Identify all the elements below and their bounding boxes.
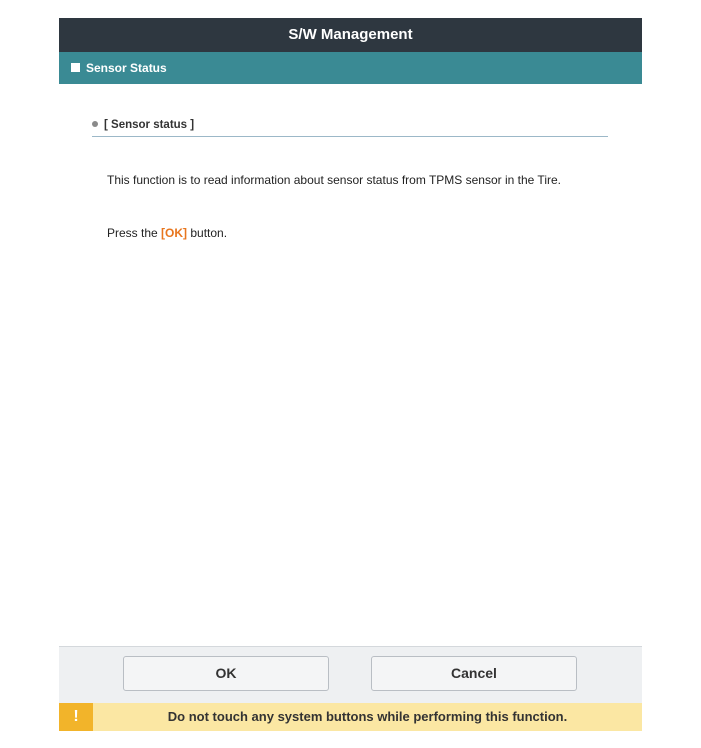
exclamation-icon: ! xyxy=(59,703,93,731)
subheading xyxy=(92,116,608,137)
warning-banner xyxy=(59,703,642,731)
instruction-prefix: Press the xyxy=(107,226,162,240)
section-header xyxy=(59,52,642,84)
square-bullet-icon xyxy=(71,63,80,72)
button-bar xyxy=(59,646,642,703)
ok-button[interactable]: OK xyxy=(123,656,329,691)
cancel-button[interactable]: Cancel xyxy=(371,656,577,691)
instruction-text xyxy=(107,225,607,242)
bullet-dot-icon xyxy=(92,121,98,127)
description-text: This function is to read information about sensor status from TPMS sensor in the Tire. xyxy=(107,173,561,187)
section-title: Sensor Status xyxy=(86,61,167,75)
window-title: S/W Management xyxy=(59,18,642,52)
subheading-text: [ Sensor status ] xyxy=(104,119,195,131)
warning-text: Do not touch any system buttons while performing this function. xyxy=(167,709,568,724)
instruction-ok-highlight: [OK] xyxy=(161,226,188,240)
instruction-suffix: button. xyxy=(187,226,228,240)
content-panel xyxy=(59,84,642,646)
sw-management-dialog xyxy=(59,18,642,731)
